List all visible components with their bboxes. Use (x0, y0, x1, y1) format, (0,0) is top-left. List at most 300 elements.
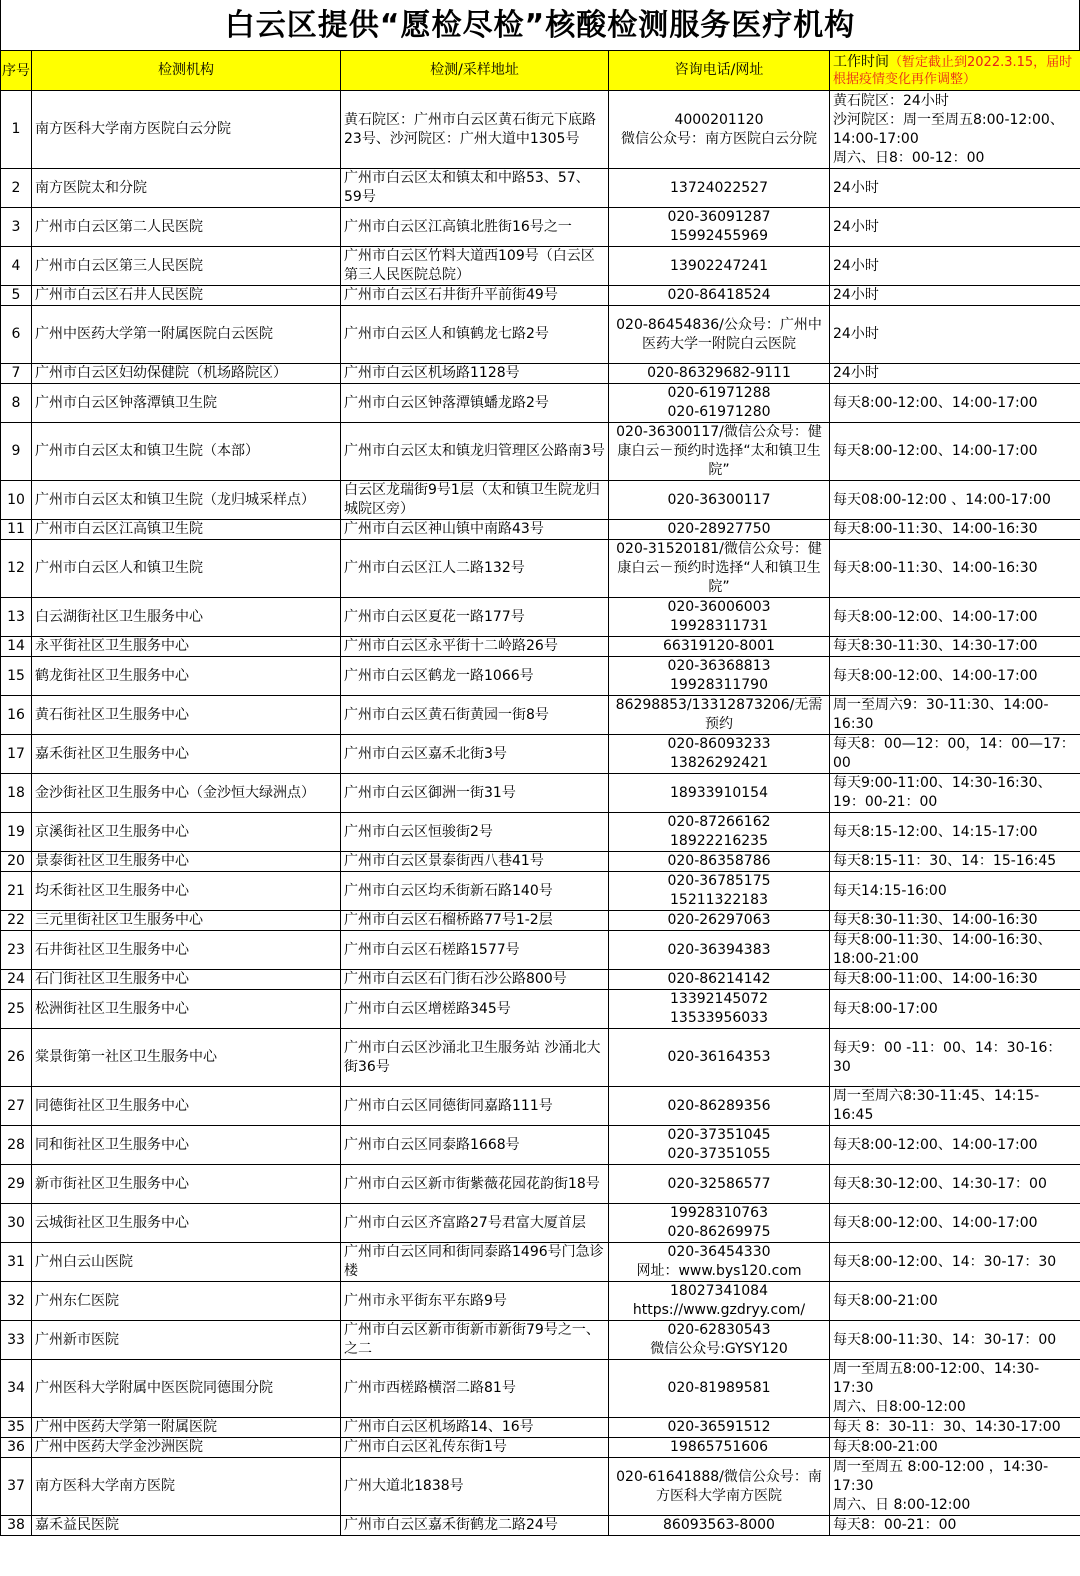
table-row (1, 911, 1080, 931)
header-hours-label: 工作时间 (833, 53, 889, 70)
hours-line: 周一至周五8:00-12:00、14:30-17:30 (833, 1361, 1040, 1396)
table-row (1, 91, 1080, 169)
row-contact (609, 696, 830, 735)
row-address: 广州市白云区新市街新市新街79号之一、之二 (341, 1321, 609, 1360)
contact-line: 4000201120 (674, 111, 764, 128)
row-address: 广州市白云区江人二路132号 (341, 540, 609, 598)
contact-line: 020-36300117 (667, 491, 771, 508)
row-institution: 广州市白云区妇幼保健院（机场路院区） (32, 364, 341, 384)
row-contact (609, 481, 830, 520)
row-contact (609, 1165, 830, 1204)
row-seq: 2 (1, 169, 32, 208)
row-hours (830, 1438, 1080, 1458)
row-seq: 29 (1, 1165, 32, 1204)
hours-line: 每天8:00-21:00 (833, 1439, 938, 1455)
row-address: 广州市白云区沙涌北卫生服务站 沙涌北大街36号 (341, 1029, 609, 1087)
contact-line: 66319120-8001 (663, 638, 775, 654)
row-seq: 19 (1, 813, 32, 852)
table-row (1, 931, 1080, 970)
hours-line: 周六、日8：00-12：00 (833, 149, 985, 166)
row-hours (830, 1418, 1080, 1438)
row-contact (609, 1438, 830, 1458)
row-address: 广州大道北1838号 (341, 1458, 609, 1516)
header-seq: 序号 (1, 51, 32, 91)
row-address: 广州市白云区齐富路27号君富大厦首层 (341, 1204, 609, 1243)
row-seq: 30 (1, 1204, 32, 1243)
header-address: 检测/采样地址 (341, 51, 609, 91)
hours-line: 每天8:00-12:00、14:00-17:00 (833, 667, 1038, 684)
contact-line: 19928311731 (670, 618, 768, 634)
row-contact (609, 1087, 830, 1126)
table-row (1, 423, 1080, 481)
contact-line: https://www.gzdryy.com/ (632, 1302, 806, 1318)
row-seq: 7 (1, 364, 32, 384)
row-seq: 35 (1, 1418, 32, 1438)
row-address: 广州市白云区竹料大道西109号（白云区第三人民医院总院） (341, 247, 609, 286)
row-hours (830, 735, 1080, 774)
table-row (1, 1360, 1080, 1418)
contact-line: 020-36091287 (667, 209, 771, 225)
row-address: 广州市白云区石井街升平前街49号 (341, 286, 609, 306)
row-contact (609, 286, 830, 306)
page-title: 白云区提供“愿检尽检”核酸检测服务医疗机构 (0, 0, 1080, 50)
row-seq: 28 (1, 1126, 32, 1165)
row-contact (609, 1282, 830, 1321)
row-institution: 广州市白云区太和镇卫生院（本部） (32, 423, 341, 481)
contact-line: 020-86329682-9111 (647, 365, 791, 381)
contact-line: 86298853/13312873206/无需预约 (615, 697, 823, 732)
row-address: 广州市白云区机场路14、16号 (341, 1418, 609, 1438)
row-hours (830, 1029, 1080, 1087)
row-seq: 22 (1, 911, 32, 931)
contact-line: 020-26297063 (667, 912, 771, 928)
row-institution: 广州市白云区人和镇卫生院 (32, 540, 341, 598)
contact-line: 020-36164353 (667, 1049, 771, 1065)
contact-line: 网址：www.bys120.com (636, 1263, 802, 1279)
hours-line: 周一至周六9：30-11:30、14:00-16:30 (833, 697, 1049, 732)
row-address: 广州市白云区钟落潭镇蟠龙路2号 (341, 384, 609, 423)
row-hours (830, 1204, 1080, 1243)
row-hours (830, 247, 1080, 286)
row-institution: 黄石街社区卫生服务中心 (32, 696, 341, 735)
contact-line: 020-36785175 (667, 873, 771, 889)
contact-line: 13392145072 (670, 991, 768, 1007)
row-contact (609, 208, 830, 247)
hours-line: 24小时 (833, 179, 879, 196)
contact-line: 020-81989581 (667, 1380, 771, 1396)
row-hours (830, 1165, 1080, 1204)
contact-line: 020-86214142 (667, 971, 771, 987)
row-hours (830, 169, 1080, 208)
row-seq: 24 (1, 970, 32, 990)
row-institution: 广州市白云区第三人民医院 (32, 247, 341, 286)
row-address: 广州市西槎路横滘二路81号 (341, 1360, 609, 1418)
contact-line: 020-62830543 (667, 1322, 771, 1338)
hours-line: 每天 8：30-11：30、14:30-17:00 (833, 1419, 1061, 1435)
row-address: 广州市白云区增槎路345号 (341, 990, 609, 1029)
hours-line: 每天8:00-12:00、14:00-17:00 (833, 608, 1038, 625)
row-institution: 广州东仁医院 (32, 1282, 341, 1321)
row-address: 白云区龙瑞街9号1层（太和镇卫生院龙归城院区旁） (341, 481, 609, 520)
row-institution: 广州白云山医院 (32, 1243, 341, 1282)
table-row (1, 872, 1080, 911)
row-hours (830, 286, 1080, 306)
row-institution: 三元里街社区卫生服务中心 (32, 911, 341, 931)
row-contact (609, 813, 830, 852)
row-hours (830, 911, 1080, 931)
row-contact (609, 247, 830, 286)
table-row (1, 1087, 1080, 1126)
row-institution: 永平街社区卫生服务中心 (32, 637, 341, 657)
contact-line: 020-86358786 (667, 853, 771, 869)
hours-line: 周一至周五 8:00-12:00 ，14:30-17:30 (833, 1459, 1049, 1494)
row-institution: 石门街社区卫生服务中心 (32, 970, 341, 990)
row-seq: 37 (1, 1458, 32, 1516)
row-institution: 广州市白云区钟落潭镇卫生院 (32, 384, 341, 423)
row-hours (830, 1126, 1080, 1165)
hours-line: 24小时 (833, 326, 879, 342)
hours-line: 24小时 (833, 257, 879, 274)
row-seq: 32 (1, 1282, 32, 1321)
table-row (1, 481, 1080, 520)
hours-line: 24小时 (833, 218, 879, 235)
row-institution: 广州新市医院 (32, 1321, 341, 1360)
row-contact (609, 657, 830, 696)
row-contact (609, 306, 830, 364)
table-row (1, 1165, 1080, 1204)
table-row (1, 637, 1080, 657)
row-hours (830, 1458, 1080, 1516)
table-row (1, 384, 1080, 423)
contact-line: 020-61971288 (667, 385, 771, 401)
contact-line: 020-61641888/微信公众号：南方医科大学南方医院 (616, 1468, 822, 1504)
row-institution: 广州市白云区第二人民医院 (32, 208, 341, 247)
table-row (1, 774, 1080, 813)
row-seq: 33 (1, 1321, 32, 1360)
row-seq: 21 (1, 872, 32, 911)
row-hours (830, 872, 1080, 911)
row-hours (830, 990, 1080, 1029)
table-row (1, 1516, 1080, 1536)
contact-line: 020-86418524 (667, 287, 771, 303)
table-row (1, 1243, 1080, 1282)
row-hours (830, 1321, 1080, 1360)
hours-line: 24小时 (833, 365, 879, 381)
header-hours-note: （暂定截止到2022.3.15，届时根据疫情变化再作调整） (833, 54, 1073, 87)
contact-line: 020-36591512 (667, 1419, 771, 1435)
row-seq: 20 (1, 852, 32, 872)
contact-line: 020-37351055 (667, 1146, 771, 1162)
contact-line: 13724022527 (670, 179, 768, 196)
hours-line: 每天8:00-11:30、14：30-17：00 (833, 1331, 1057, 1348)
row-address: 广州市白云区恒骏街2号 (341, 813, 609, 852)
table-body (1, 91, 1080, 1536)
row-institution: 广州中医药大学金沙洲医院 (32, 1438, 341, 1458)
row-institution: 广州市白云区太和镇卫生院（龙归城采样点） (32, 481, 341, 520)
table-row (1, 970, 1080, 990)
contact-line: 19928310763 (670, 1205, 768, 1221)
row-institution: 广州市白云区江高镇卫生院 (32, 520, 341, 540)
row-address: 广州市永平街东平东路9号 (341, 1282, 609, 1321)
hours-line: 每天8：00-21：00 (833, 1517, 957, 1533)
row-institution: 南方医科大学南方医院白云分院 (32, 91, 341, 169)
hours-line: 每天8:00-12:00、14:00-17:00 (833, 394, 1038, 411)
row-address: 广州市白云区新市街紫薇花园花韵街18号 (341, 1165, 609, 1204)
row-institution: 南方医科大学南方医院 (32, 1458, 341, 1516)
hours-line: 周六、日8:00-12:00 (833, 1399, 966, 1415)
row-contact (609, 852, 830, 872)
table-row (1, 1204, 1080, 1243)
hours-line: 每天8:00-11:00、14:00-16:30 (833, 971, 1038, 987)
row-hours (830, 208, 1080, 247)
row-institution: 鹤龙街社区卫生服务中心 (32, 657, 341, 696)
header-contact: 咨询电话/网址 (609, 51, 830, 91)
row-contact (609, 1321, 830, 1360)
row-contact (609, 384, 830, 423)
row-seq: 9 (1, 423, 32, 481)
hours-line: 每天8:00-11:30、14:00-16:30、18:00-21:00 (833, 932, 1052, 967)
row-hours (830, 1243, 1080, 1282)
row-address: 广州市白云区黄石街黄园一街8号 (341, 696, 609, 735)
row-institution: 嘉禾益民医院 (32, 1516, 341, 1536)
row-seq: 8 (1, 384, 32, 423)
contact-line: 18933910154 (670, 784, 768, 801)
row-hours (830, 520, 1080, 540)
row-address: 广州市白云区嘉禾北街3号 (341, 735, 609, 774)
row-hours (830, 637, 1080, 657)
row-hours (830, 774, 1080, 813)
row-hours (830, 91, 1080, 169)
table-row (1, 598, 1080, 637)
row-institution: 金沙街社区卫生服务中心（金沙恒大绿洲点） (32, 774, 341, 813)
contact-line: 020-36454330 (667, 1244, 771, 1260)
contact-line: 020-61971280 (667, 404, 771, 420)
table-row (1, 1458, 1080, 1516)
row-contact (609, 911, 830, 931)
row-institution: 新市街社区卫生服务中心 (32, 1165, 341, 1204)
table-row (1, 169, 1080, 208)
row-seq: 17 (1, 735, 32, 774)
row-seq: 25 (1, 990, 32, 1029)
hours-line: 周六、日 8:00-12:00 (833, 1497, 971, 1513)
row-seq: 13 (1, 598, 32, 637)
row-institution: 同和街社区卫生服务中心 (32, 1126, 341, 1165)
row-hours (830, 1360, 1080, 1418)
contact-line: 020-86289356 (667, 1097, 771, 1114)
contact-line: 13902247241 (670, 257, 768, 274)
contact-line: 020-86269975 (667, 1224, 771, 1240)
row-address: 广州市白云区石榴桥路77号1-2层 (341, 911, 609, 931)
row-address: 广州市白云区同和街同泰路1496号门急诊楼 (341, 1243, 609, 1282)
row-contact (609, 169, 830, 208)
contact-line: 18922216235 (670, 833, 768, 849)
row-contact (609, 364, 830, 384)
row-institution: 南方医院太和分院 (32, 169, 341, 208)
header-institution: 检测机构 (32, 51, 341, 91)
row-seq: 23 (1, 931, 32, 970)
row-seq: 12 (1, 540, 32, 598)
contact-line: 020-31520181/微信公众号：健康白云－预约时选择“人和镇卫生院” (616, 541, 822, 595)
row-address: 广州市白云区同德街同嘉路111号 (341, 1087, 609, 1126)
row-seq: 36 (1, 1438, 32, 1458)
row-address: 广州市白云区江高镇北胜街16号之一 (341, 208, 609, 247)
row-seq: 3 (1, 208, 32, 247)
table-row (1, 813, 1080, 852)
hours-line: 24小时 (833, 287, 879, 303)
row-institution: 京溪街社区卫生服务中心 (32, 813, 341, 852)
row-seq: 11 (1, 520, 32, 540)
row-institution: 石井街社区卫生服务中心 (32, 931, 341, 970)
hours-line: 每天8:00-12:00、14:00-17:00 (833, 1136, 1038, 1153)
row-contact (609, 1360, 830, 1418)
row-seq: 38 (1, 1516, 32, 1536)
row-contact (609, 1418, 830, 1438)
row-address: 广州市白云区御洲一街31号 (341, 774, 609, 813)
row-contact (609, 1516, 830, 1536)
contact-line: 020-86454836/公众号：广州中医药大学一附院白云医院 (616, 316, 822, 352)
row-address: 广州市白云区机场路1128号 (341, 364, 609, 384)
row-seq: 5 (1, 286, 32, 306)
row-institution: 均禾街社区卫生服务中心 (32, 872, 341, 911)
contact-line: 微信公众号:GYSY120 (650, 1341, 788, 1357)
row-hours (830, 540, 1080, 598)
row-institution: 嘉禾街社区卫生服务中心 (32, 735, 341, 774)
contact-line: 13826292421 (670, 755, 768, 771)
table-row (1, 540, 1080, 598)
row-address: 广州市白云区嘉禾街鹤龙二路24号 (341, 1516, 609, 1536)
hours-line: 每天8:00-17:00 (833, 1000, 938, 1017)
table-row (1, 208, 1080, 247)
hours-line: 每天8:15-12:00、14:15-17:00 (833, 823, 1038, 840)
row-hours (830, 423, 1080, 481)
contact-line: 15992455969 (670, 228, 768, 244)
row-contact (609, 540, 830, 598)
row-hours (830, 384, 1080, 423)
row-contact (609, 970, 830, 990)
table-row (1, 1029, 1080, 1087)
row-contact (609, 1204, 830, 1243)
row-seq: 10 (1, 481, 32, 520)
row-address: 广州市白云区石槎路1577号 (341, 931, 609, 970)
row-contact (609, 735, 830, 774)
row-institution: 棠景街第一社区卫生服务中心 (32, 1029, 341, 1087)
hours-line: 每天8:30-12:00、14:30-17：00 (833, 1175, 1047, 1192)
row-hours (830, 481, 1080, 520)
table-row (1, 520, 1080, 540)
row-institution: 松洲街社区卫生服务中心 (32, 990, 341, 1029)
row-contact (609, 598, 830, 637)
contact-line: 020-32586577 (667, 1175, 771, 1192)
row-address: 广州市白云区礼传东街1号 (341, 1438, 609, 1458)
row-address: 广州市白云区太和镇龙归管理区公路南3号 (341, 423, 609, 481)
row-contact (609, 990, 830, 1029)
contact-line: 020-36394383 (667, 941, 771, 958)
row-address: 广州市白云区夏花一路177号 (341, 598, 609, 637)
row-seq: 34 (1, 1360, 32, 1418)
row-institution: 广州中医药大学第一附属医院 (32, 1418, 341, 1438)
contact-line: 020-36368813 (667, 658, 771, 674)
table-row (1, 286, 1080, 306)
hours-line: 每天9：00 -11：00、14：30-16：30 (833, 1039, 1062, 1075)
hours-line: 每天8:30-11:30、14:30-17:00 (833, 638, 1038, 654)
row-seq: 27 (1, 1087, 32, 1126)
row-hours (830, 306, 1080, 364)
row-hours (830, 696, 1080, 735)
contact-line: 86093563-8000 (663, 1517, 775, 1533)
row-contact (609, 1458, 830, 1516)
table-row (1, 306, 1080, 364)
row-institution: 广州医科大学附属中医医院同德围分院 (32, 1360, 341, 1418)
row-hours (830, 813, 1080, 852)
row-seq: 4 (1, 247, 32, 286)
hours-line: 每天8:30-11:30、14:00-16:30 (833, 912, 1038, 928)
table-row (1, 364, 1080, 384)
institution-table (0, 50, 1080, 1536)
row-contact (609, 872, 830, 911)
row-hours (830, 1087, 1080, 1126)
row-address: 广州市白云区太和镇太和中路53、57、59号 (341, 169, 609, 208)
hours-line: 沙河院区：周一至周五8:00-12:00、14:00-17:00 (833, 111, 1064, 147)
contact-line: 020-86093233 (667, 736, 771, 752)
row-seq: 6 (1, 306, 32, 364)
hours-line: 每天8:00-21:00 (833, 1292, 938, 1309)
row-contact (609, 637, 830, 657)
table-row (1, 247, 1080, 286)
row-address: 广州市白云区同泰路1668号 (341, 1126, 609, 1165)
row-hours (830, 852, 1080, 872)
contact-line: 020-87266162 (667, 814, 771, 830)
table-row (1, 735, 1080, 774)
row-contact (609, 931, 830, 970)
row-seq: 18 (1, 774, 32, 813)
contact-line: 020-36006003 (667, 599, 771, 615)
table-row (1, 990, 1080, 1029)
contact-line: 020-28927750 (667, 521, 771, 537)
hours-line: 每天8:00-11:30、14:00-16:30 (833, 521, 1038, 537)
row-address: 广州市白云区均禾街新石路140号 (341, 872, 609, 911)
table-row (1, 657, 1080, 696)
table-row (1, 696, 1080, 735)
row-contact (609, 1029, 830, 1087)
table-row (1, 1438, 1080, 1458)
table-row (1, 852, 1080, 872)
contact-line: 微信公众号：南方医院白云分院 (621, 130, 817, 147)
row-address: 黄石院区：广州市白云区黄石街元下底路23号、沙河院区：广州大道中1305号 (341, 91, 609, 169)
row-hours (830, 1516, 1080, 1536)
row-contact (609, 520, 830, 540)
row-seq: 16 (1, 696, 32, 735)
hours-line: 周一至周六8:30-11:45、14:15-16:45 (833, 1088, 1040, 1123)
row-seq: 26 (1, 1029, 32, 1087)
row-seq: 31 (1, 1243, 32, 1282)
row-hours (830, 931, 1080, 970)
contact-line: 19928311790 (670, 677, 768, 693)
contact-line: 19865751606 (670, 1439, 768, 1455)
row-address: 广州市白云区石门街石沙公路800号 (341, 970, 609, 990)
row-institution: 云城街社区卫生服务中心 (32, 1204, 341, 1243)
row-hours (830, 970, 1080, 990)
table-row (1, 1418, 1080, 1438)
table-row (1, 1321, 1080, 1360)
table-row (1, 1126, 1080, 1165)
row-contact (609, 423, 830, 481)
hours-line: 每天8：00—12：00，14：00—17：00 (833, 736, 1075, 771)
row-address: 广州市白云区景泰街西八巷41号 (341, 852, 609, 872)
hours-line: 每天8:15-11：30、14：15-16:45 (833, 853, 1057, 869)
hours-line: 每天8:00-12:00、14:00-17:00 (833, 1214, 1038, 1231)
row-hours (830, 1282, 1080, 1321)
hours-line: 黄石院区：24小时 (833, 92, 949, 109)
